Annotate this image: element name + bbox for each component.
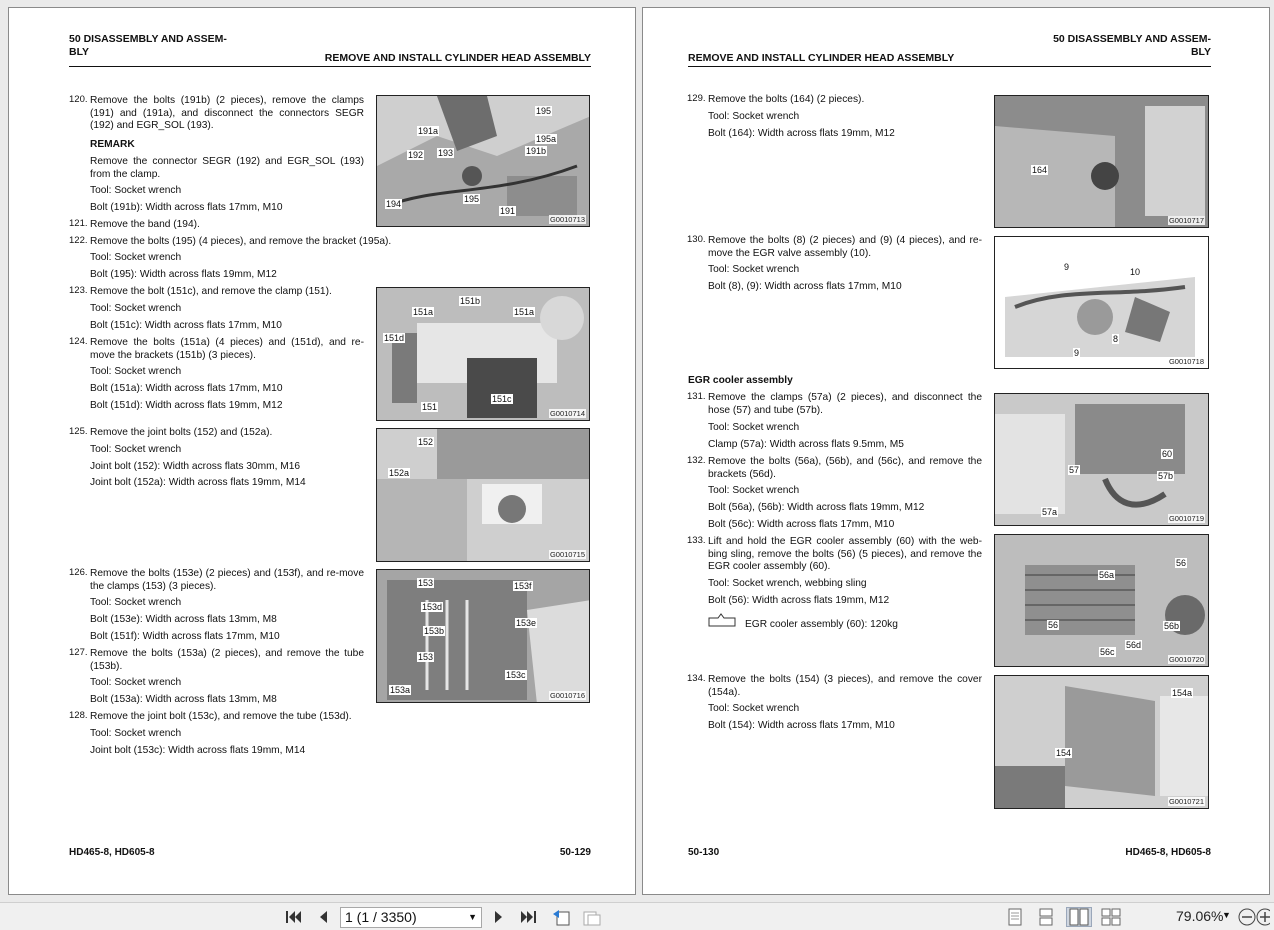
bolt-line: Joint bolt (152): Width across flats 30mm, M16 — [90, 461, 301, 472]
callout-label: 57a — [1042, 507, 1058, 517]
engine-illustration — [377, 288, 590, 421]
step-text: Remove the joint bolts (152) and (152a). — [90, 427, 273, 438]
step-text: Remove the bolts (164) (2 pieces). — [708, 94, 865, 105]
remark-title: REMARK — [90, 139, 135, 150]
tool-line: Tool: Socket wrench — [90, 185, 182, 196]
zoom-level[interactable]: 79.06% — [1176, 908, 1224, 924]
step-number: 131. — [687, 391, 706, 402]
step-number: 128. — [69, 710, 88, 721]
last-page-icon[interactable] — [518, 907, 540, 927]
callout-label: 153 — [418, 578, 434, 588]
remark-text — [90, 156, 364, 181]
bolt-line: Bolt (151a): Width across flats 17mm, M10 — [90, 383, 283, 394]
tool-line: Tool: Socket wrench — [708, 485, 800, 496]
step-text: Remove the bolts (191b) (2 pieces), remove the clamps (191) and (191a), and disconnect the connectors SEGR (192) and EGR_SOL (193). — [90, 95, 364, 132]
step-131 — [687, 391, 982, 417]
figure-code: G0010721 — [1168, 797, 1204, 806]
step-text: Remove the bolts (153e) (2 pieces) and (153f), and re-move the clamps (153) (3 pieces). — [90, 568, 364, 592]
callout-label: 153d — [422, 602, 443, 612]
figure-g0010713 — [376, 95, 590, 227]
step-126 — [69, 567, 364, 593]
bolt-line: Joint bolt (153c): Width across flats 19mm, M14 — [90, 745, 306, 756]
step-number: 121. — [69, 218, 88, 229]
figure-g0010721 — [994, 675, 1209, 809]
bolt-line: Bolt (56a), (56b): Width across flats 19mm, M12 — [708, 502, 925, 513]
callout-label: 153 — [418, 652, 434, 662]
figure-g0010715 — [376, 428, 590, 562]
bolt-line: Bolt (151f): Width across flats 17mm, M10 — [90, 631, 280, 642]
callout-label: 194 — [386, 199, 402, 209]
step-121 — [69, 218, 380, 232]
step-text: Remove the bolts (153a) (2 pieces), and remove the tube (153b). — [90, 648, 364, 672]
footer-model: HD465-8, HD605-8 — [1125, 847, 1211, 858]
header-section — [1036, 33, 1211, 59]
bolt-line: Bolt (56): Width across flats 19mm, M12 — [708, 595, 890, 606]
step-133 — [687, 535, 982, 574]
callout-label: 56c — [1100, 647, 1115, 657]
step-124 — [69, 336, 364, 362]
figure-code: G0010720 — [1168, 655, 1204, 664]
figure-g0010718 — [994, 236, 1209, 369]
figure-code: G0010717 — [1168, 216, 1204, 225]
tool-line: Tool: Socket wrench, webbing sling — [708, 578, 867, 589]
bolt-line: Bolt (154): Width across flats 17mm, M10 — [708, 720, 895, 731]
step-number: 132. — [687, 455, 706, 466]
header-section-text: 50 DISASSEMBLY AND ASSEM- BLY — [1053, 33, 1211, 58]
callout-label: 56 — [1176, 558, 1187, 568]
page-header — [69, 33, 591, 67]
figure-code: G0010715 — [549, 550, 585, 559]
callout-label: 9 — [1074, 348, 1080, 358]
tool-line: Tool: Socket wrench — [708, 111, 800, 122]
step-number: 130. — [687, 234, 706, 245]
bolt-line: Bolt (8), (9): Width across flats 17mm, M10 — [708, 281, 902, 292]
pdf-toolbar — [0, 902, 1274, 930]
callout-label: 164 — [1032, 165, 1048, 175]
callout-label: 193 — [438, 148, 454, 158]
step-text: Remove the bolts (8) (2 pieces) and (9) (4 pieces), and re-move the EGR valve assembly (10). — [708, 235, 982, 259]
callout-label: 153b — [424, 626, 445, 636]
callout-label: 153e — [516, 618, 537, 628]
callout-label: 154 — [1056, 748, 1072, 758]
page-50-130 — [642, 7, 1270, 895]
figure-code: G0010713 — [549, 215, 585, 224]
tool-line: Tool: Socket wrench — [90, 597, 182, 608]
callout-label: 56d — [1126, 640, 1142, 650]
figure-g0010716 — [376, 569, 590, 703]
page-selector[interactable] — [340, 907, 482, 928]
tool-line: Tool: Socket wrench — [90, 677, 182, 688]
bolt-line: Bolt (164): Width across flats 19mm, M12 — [708, 128, 895, 139]
callout-label: 153a — [390, 685, 411, 695]
figure-g0010714 — [376, 287, 590, 421]
step-text: Remove the bolts (151a) (4 pieces) and (151d), and re-move the brackets (151b) (3 pieces). — [90, 337, 364, 361]
figure-code: G0010714 — [549, 409, 585, 418]
step-132 — [687, 455, 982, 481]
callout-label: 151 — [422, 402, 438, 412]
step-128 — [69, 710, 390, 724]
tool-line: Tool: Socket wrench — [90, 303, 182, 314]
callout-label: 151b — [460, 296, 481, 306]
tool-line: Tool: Socket wrench — [708, 422, 800, 433]
chevron-down-icon: ▼ — [468, 912, 477, 922]
callout-label: 60 — [1162, 449, 1173, 459]
callout-label: 57 — [1069, 465, 1080, 475]
page-50-129 — [8, 7, 636, 895]
callout-label: 153f — [514, 581, 532, 591]
figure-code: G0010716 — [549, 691, 585, 700]
footer-page-number: 50-130 — [688, 847, 720, 858]
step-120 — [69, 94, 364, 133]
callout-label: 151a — [413, 307, 434, 317]
step-number: 133. — [687, 535, 706, 546]
callout-label: 192 — [408, 150, 424, 160]
next-page-icon[interactable] — [488, 907, 510, 927]
step-number: 127. — [69, 647, 88, 658]
figure-code: G0010719 — [1168, 514, 1204, 523]
step-text: Lift and hold the EGR cooler assembly (60) with the web-bing sling, remove the bolts (56) (5 pieces), and remove the EGR cooler assembly (60). — [708, 536, 982, 573]
bolt-line: Bolt (153e): Width across flats 13mm, M8 — [90, 614, 277, 625]
step-text: Remove the clamps (57a) (2 pieces), and disconnect the hose (57) and tube (57b). — [708, 392, 982, 416]
engine-illustration — [995, 394, 1209, 526]
zoom-in-icon[interactable] — [1256, 907, 1270, 927]
go-back-view-icon[interactable] — [550, 907, 572, 927]
callout-label: 151a — [514, 307, 535, 317]
callout-label: 152 — [418, 437, 434, 447]
callout-label: 191a — [418, 126, 439, 136]
tool-line: Tool: Socket wrench — [90, 366, 182, 377]
bolt-line: Bolt (151d): Width across flats 19mm, M12 — [90, 400, 283, 411]
step-130 — [687, 234, 982, 260]
engine-illustration — [377, 429, 590, 562]
step-text: Remove the bolts (154) (3 pieces), and remove the cover (154a). — [708, 674, 982, 698]
engine-illustration — [377, 96, 590, 227]
step-text: Remove the bolts (56a), (56b), and (56c), and remove the brackets (56d). — [708, 456, 982, 480]
callout-label: 154a — [1172, 688, 1193, 698]
continuous-view-icon[interactable] — [1035, 907, 1057, 927]
bolt-line: Bolt (153a): Width across flats 13mm, M8 — [90, 694, 277, 705]
header-title: REMOVE AND INSTALL CYLINDER HEAD ASSEMBLY — [688, 52, 955, 64]
step-number: 126. — [69, 567, 88, 578]
callout-label: 152a — [389, 468, 410, 478]
bolt-line: Bolt (56c): Width across flats 17mm, M10 — [708, 519, 895, 530]
tool-line: Tool: Socket wrench — [708, 703, 800, 714]
page-selector-value: 1 (1 / 3350) — [345, 909, 417, 925]
step-number: 122. — [69, 235, 88, 246]
callout-label: 57b — [1158, 471, 1174, 481]
callout-label: 195 — [464, 194, 480, 204]
tool-line: Tool: Socket wrench — [90, 252, 182, 263]
bolt-line: Joint bolt (152a): Width across flats 19mm, M14 — [90, 477, 306, 488]
engine-illustration — [377, 570, 590, 703]
callout-label: 151d — [384, 333, 405, 343]
engine-illustration — [995, 96, 1209, 228]
step-text: Remove the bolt (151c), and remove the clamp (151). — [90, 286, 332, 297]
step-123 — [69, 285, 364, 299]
step-number: 123. — [69, 285, 88, 296]
step-text: Remove the band (194). — [90, 219, 200, 230]
go-forward-view-icon[interactable] — [581, 907, 603, 927]
step-number: 129. — [687, 93, 706, 104]
weight-icon — [708, 613, 736, 632]
footer-model: HD465-8, HD605-8 — [69, 847, 155, 858]
callout-label: 10 — [1130, 267, 1141, 277]
step-122 — [69, 235, 430, 249]
zoom-dropdown-icon[interactable]: ▼ — [1222, 910, 1231, 920]
figure-code: G0010718 — [1168, 357, 1204, 366]
footer-page-number: 50-129 — [559, 847, 591, 858]
callout-label: 56a — [1099, 570, 1115, 580]
header-title: REMOVE AND INSTALL CYLINDER HEAD ASSEMBLY — [324, 52, 591, 64]
step-number: 124. — [69, 336, 88, 347]
callout-label: 191 — [500, 206, 516, 216]
callout-label: 56b — [1164, 621, 1180, 631]
step-129 — [687, 93, 982, 107]
callout-label: 151c — [492, 394, 512, 404]
callout-label: 191b — [526, 146, 547, 156]
step-text: Remove the joint bolt (153c), and remove the tube (153d). — [90, 711, 352, 722]
header-section-text: 50 DISASSEMBLY AND ASSEM- BLY — [69, 33, 227, 58]
bolt-line: Bolt (191b): Width across flats 17mm, M10 — [90, 202, 283, 213]
step-text: Remove the bolts (195) (4 pieces), and remove the bracket (195a). — [90, 236, 392, 247]
figure-g0010717 — [994, 95, 1209, 228]
previous-page-icon[interactable] — [312, 907, 334, 927]
callout-label: 9 — [1064, 262, 1070, 272]
callout-label: 195a — [536, 134, 557, 144]
bolt-line: Clamp (57a): Width across flats 9.5mm, M5 — [708, 439, 904, 450]
facing-pages-view-icon[interactable] — [1066, 907, 1092, 927]
step-number: 125. — [69, 426, 88, 437]
subheading-egr-cooler: EGR cooler assembly — [688, 375, 793, 386]
bolt-line: Bolt (151c): Width across flats 17mm, M10 — [90, 320, 282, 331]
step-134 — [687, 673, 982, 699]
single-page-view-icon[interactable] — [1004, 907, 1026, 927]
bolt-line: Bolt (195): Width across flats 19mm, M12 — [90, 269, 277, 280]
remark-body: Remove the connector SEGR (192) and EGR_SOL (193) from the clamp. — [90, 156, 364, 180]
tool-line: Tool: Socket wrench — [90, 444, 182, 455]
step-number: 134. — [687, 673, 706, 684]
step-125 — [69, 426, 364, 440]
engine-illustration — [995, 237, 1209, 369]
step-127 — [69, 647, 364, 673]
figure-g0010720 — [994, 534, 1209, 667]
step-number: 120. — [69, 94, 88, 105]
tool-line: Tool: Socket wrench — [708, 264, 800, 275]
weight-line: EGR cooler assembly (60): 120kg — [745, 619, 898, 630]
continuous-facing-view-icon[interactable] — [1100, 907, 1122, 927]
callout-label: 195 — [536, 106, 552, 116]
callout-label: 56 — [1048, 620, 1059, 630]
callout-label: 153c — [506, 670, 526, 680]
zoom-out-icon[interactable] — [1236, 907, 1258, 927]
first-page-icon[interactable] — [282, 907, 304, 927]
tool-line: Tool: Socket wrench — [90, 728, 182, 739]
page-header — [688, 33, 1211, 67]
callout-label: 8 — [1113, 334, 1119, 344]
header-section — [69, 33, 244, 59]
figure-g0010719 — [994, 393, 1209, 526]
